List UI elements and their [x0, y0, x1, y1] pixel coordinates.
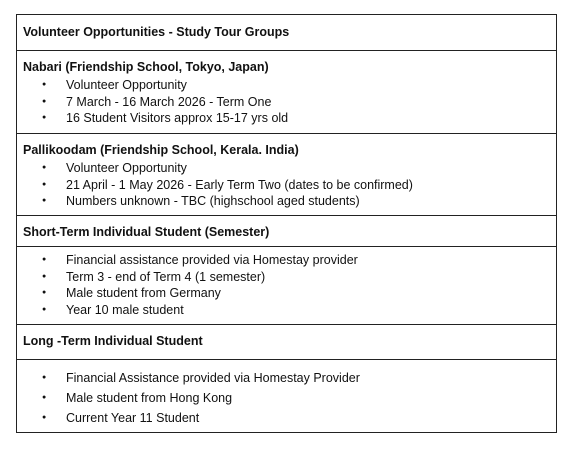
volunteer-table	[16, 14, 557, 433]
list-item: ● Year 10 male student	[23, 302, 550, 319]
table-title: Volunteer Opportunities - Study Tour Groups	[23, 25, 290, 39]
short-term-heading-row	[17, 215, 556, 246]
group-pallikoodam	[17, 133, 556, 215]
group-nabari	[17, 50, 556, 133]
list-item: ● 16 Student Visitors approx 15-17 yrs old	[23, 110, 550, 127]
list-item: ● Current Year 11 Student	[23, 408, 550, 428]
list-item: ● Term 3 - end of Term 4 (1 semester)	[23, 269, 550, 286]
list-item: ● Male student from Germany	[23, 285, 550, 302]
bullet-list	[23, 252, 550, 318]
table-title-row	[17, 15, 556, 50]
long-term-heading: Long -Term Individual Student	[23, 334, 203, 348]
list-item: ● 21 April - 1 May 2026 - Early Term Two (dates to be confirmed)	[23, 177, 550, 194]
long-term-heading-row	[17, 324, 556, 359]
list-item: ● Volunteer Opportunity	[23, 160, 550, 177]
list-item: ● Male student from Hong Kong	[23, 388, 550, 408]
list-item: ● 7 March - 16 March 2026 - Term One	[23, 94, 550, 111]
list-item: ● Numbers unknown - TBC (highschool aged students)	[23, 193, 550, 210]
list-item: ● Financial assistance provided via Homestay provider	[23, 252, 550, 269]
short-term-details-row	[17, 246, 556, 324]
group-heading: Nabari (Friendship School, Tokyo, Japan)	[23, 60, 269, 74]
group-heading: Pallikoodam (Friendship School, Kerala. India)	[23, 143, 299, 157]
long-term-details-row	[17, 359, 556, 432]
bullet-list	[23, 160, 550, 210]
bullet-list	[23, 77, 550, 127]
short-term-heading: Short-Term Individual Student (Semester)	[23, 225, 270, 239]
list-item: ● Volunteer Opportunity	[23, 77, 550, 94]
bullet-list	[23, 368, 550, 428]
list-item: ● Financial Assistance provided via Homestay Provider	[23, 368, 550, 388]
